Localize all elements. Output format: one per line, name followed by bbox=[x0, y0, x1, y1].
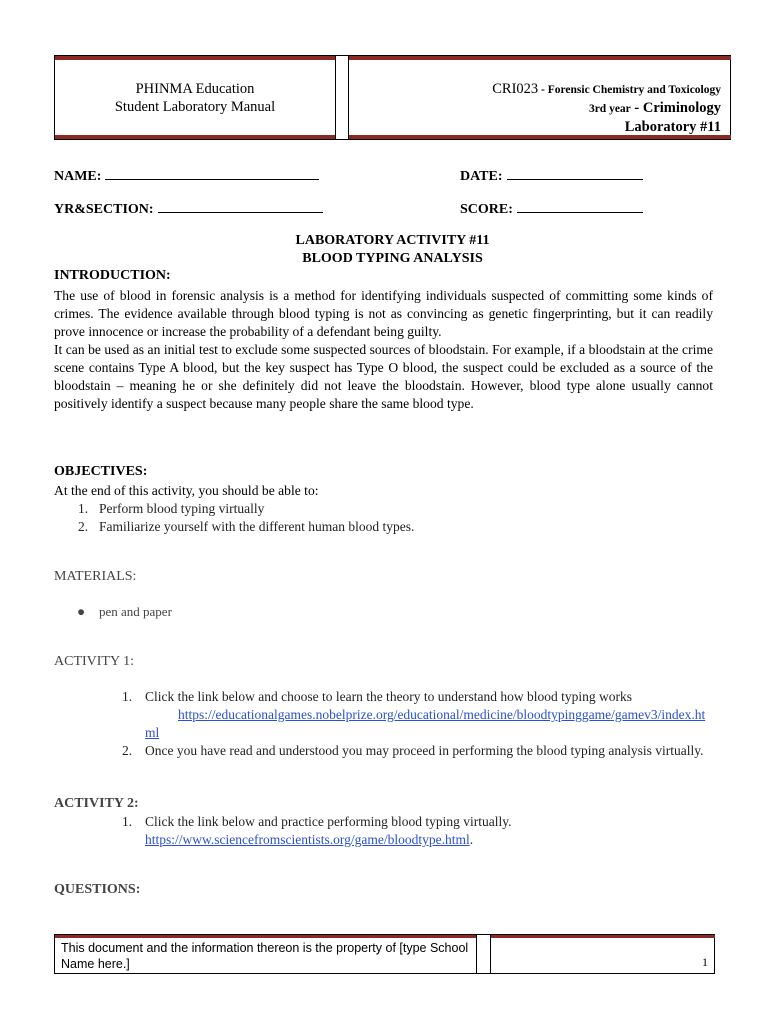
course-code: CRI023 bbox=[492, 81, 539, 97]
objective-item: 1. bbox=[78, 501, 89, 516]
activity2-item-1: Click the link below and practice performing blood typing virtually. bbox=[145, 814, 512, 829]
lab-number: Laboratory #11 bbox=[624, 119, 721, 135]
objective-item-text: Perform blood typing virtually bbox=[99, 501, 265, 516]
activity2-item-number: 1. bbox=[122, 814, 133, 829]
activity1-item-1-text: Click the link below and choose to learn the theory to understand how blood typing works bbox=[145, 689, 633, 704]
course-name: - Forensic Chemistry and Toxicology bbox=[538, 84, 721, 96]
score-label: SCORE: bbox=[460, 202, 513, 217]
introduction-paragraph-2: It can be used as an initial test to exclude some suspected sources of bloodstain. For example, if a bloodstain at the crime scene contains Type A blood, but the key suspect has Type O blood, the suspect could be excluded as a source of the bloodstain – meaning he or she definitely did not leave the bloodstain. However, blood type alone usually cannot positively identify a suspect because many people share the same blood type. bbox=[54, 342, 713, 411]
program-line bbox=[492, 99, 721, 118]
date-blank[interactable] bbox=[507, 167, 643, 180]
activity1-item-1 bbox=[145, 688, 713, 706]
footer-box bbox=[54, 934, 715, 974]
header-course-info bbox=[492, 80, 721, 136]
objective-item: 2. bbox=[78, 519, 89, 534]
header-box bbox=[54, 55, 731, 140]
objectives-heading: OBJECTIVES: bbox=[54, 464, 148, 479]
org-name: PHINMA Education bbox=[135, 81, 255, 97]
activity1-item-1-linkline bbox=[145, 706, 713, 742]
yr-section-field[interactable] bbox=[54, 200, 323, 218]
year-level: 3rd year bbox=[588, 103, 631, 115]
name-field[interactable] bbox=[54, 167, 319, 185]
materials-item: pen and paper bbox=[99, 604, 172, 619]
nobelprize-link[interactable]: https://educationalgames.nobelprize.org/educational/medicine/bloodtypinggame/gamev3/index.html bbox=[145, 707, 706, 740]
activity-subtitle: BLOOD TYPING ANALYSIS bbox=[302, 251, 483, 266]
activity2-heading: ACTIVITY 2: bbox=[54, 796, 139, 811]
sciencefromscientists-link[interactable]: https://www.sciencefromscientists.org/game/bloodtype.html bbox=[145, 832, 470, 847]
objective-item-text: Familiarize yourself with the different human blood types. bbox=[99, 519, 415, 534]
course-line bbox=[492, 80, 721, 99]
date-label: DATE: bbox=[460, 169, 503, 184]
yr-section-blank[interactable] bbox=[158, 200, 323, 213]
date-field[interactable] bbox=[460, 167, 643, 185]
header-institution bbox=[55, 80, 335, 116]
objectives-lead: At the end of this activity, you should be able to: bbox=[54, 483, 319, 498]
introduction-paragraph-1: The use of blood in forensic analysis is a method for identifying individuals suspected of committing some kinds of crimes. The evidence available through blood typing is not as convincing as genetic fingerprinting, but it can readily prove innocence or increase the probability of a defendant being guilty. bbox=[54, 288, 713, 339]
name-blank[interactable] bbox=[105, 167, 319, 180]
footer-notice: This document and the information thereon is the property of [type School Name here.] bbox=[61, 941, 469, 971]
footer-accent-bar bbox=[491, 935, 715, 938]
link-period: . bbox=[469, 832, 474, 847]
materials-heading: MATERIALS: bbox=[54, 569, 137, 584]
activity-title: LABORATORY ACTIVITY #11 bbox=[295, 233, 490, 248]
program-name: - Criminology bbox=[630, 100, 721, 116]
activity1-item-number: 1. bbox=[122, 689, 133, 704]
questions-heading: QUESTIONS: bbox=[54, 882, 141, 897]
yr-section-label: YR&SECTION: bbox=[54, 202, 154, 217]
activity1-item-number: 2. bbox=[122, 743, 133, 758]
introduction-heading: INTRODUCTION: bbox=[54, 268, 171, 283]
activity2-item-1-linkline bbox=[145, 831, 473, 849]
name-label: NAME: bbox=[54, 169, 102, 184]
activity1-heading: ACTIVITY 1: bbox=[54, 654, 134, 669]
header-accent-bar bbox=[348, 56, 731, 60]
page-number: 1 bbox=[702, 955, 708, 969]
footer-accent-bar bbox=[55, 935, 476, 938]
activity1-item-2: Once you have read and understood you may proceed in performing the blood typing analysis virtually. bbox=[145, 743, 704, 758]
bullet-icon: ● bbox=[77, 604, 86, 619]
footer-divider bbox=[476, 935, 491, 973]
score-field[interactable] bbox=[460, 200, 643, 218]
manual-name: Student Laboratory Manual bbox=[114, 99, 276, 115]
header-divider bbox=[335, 56, 349, 139]
score-blank[interactable] bbox=[517, 200, 643, 213]
